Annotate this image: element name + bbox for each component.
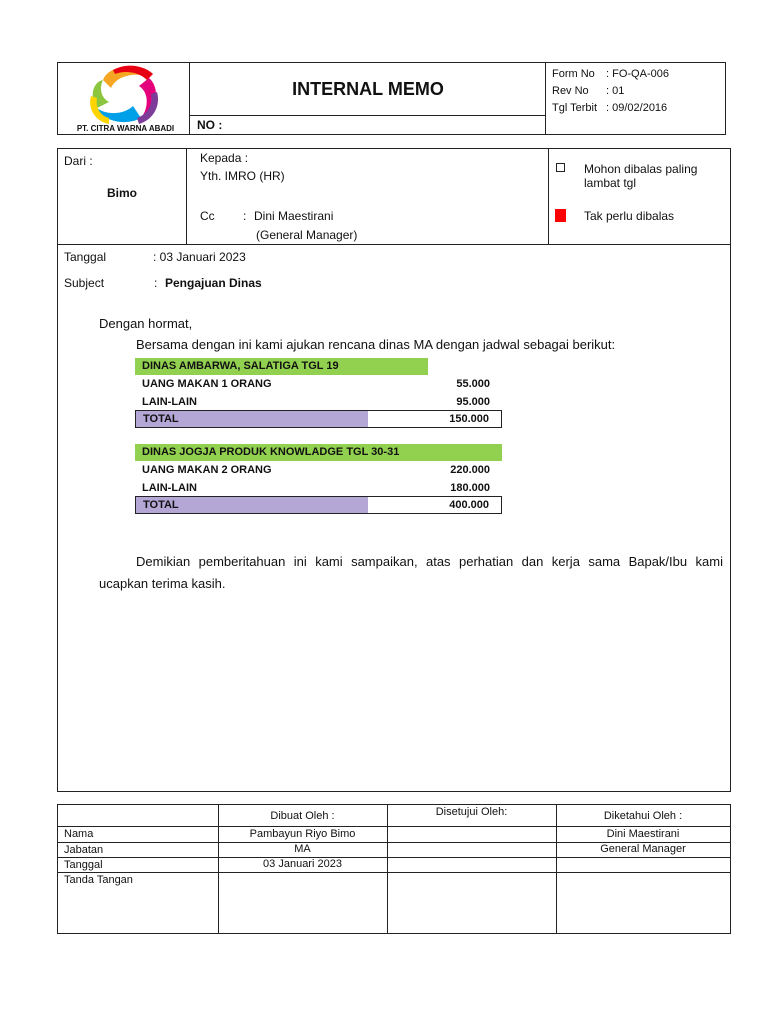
rev-no-label: Rev No [552,85,589,97]
col-header-disetujui: Disetujui Oleh: [435,806,508,818]
row-label: LAIN-LAIN [142,482,197,494]
row-label-tanggal: Tanggal [64,859,103,871]
col-header-dibuat: Dibuat Oleh : [270,810,335,822]
row-label-jabatan: Jabatan [64,844,104,856]
budget-table-title: DINAS AMBARWA, SALATIGA TGL 19 [135,358,428,375]
logo-cell [57,62,190,135]
divider [57,244,731,245]
tgl-terbit-value: : 09/02/2016 [606,102,668,114]
company-name: PT. CITRA WARNA ABADI [76,124,175,133]
intro-text: Bersama dengan ini kami ajukan rencana dinas MA dengan jadwal sebagai berikut: [136,337,616,352]
reply-checkbox-checked[interactable] [555,209,566,222]
budget-table-1 [135,358,502,428]
cc-label: Cc [200,209,215,223]
subject-label: Subject [64,276,105,290]
row-label: LAIN-LAIN [142,396,197,408]
total-label: TOTAL [143,413,179,425]
subject-value: Pengajuan Dinas [165,276,262,290]
to-label: Kepada : [200,151,249,165]
closing-line-1: Demikian pemberitahuan ini kami sampaikan, atas perhatian dan kerja sama Bapak/Ibu kami [136,554,723,569]
title-cell [190,62,546,116]
table-row [135,461,502,479]
divider [58,872,730,873]
reply-option-no-reply: Tak perlu dibalas [584,209,675,223]
row-value: 95.000 [456,396,490,408]
row-label: UANG MAKAN 2 ORANG [142,464,272,476]
total-row [135,496,502,514]
total-label: TOTAL [143,499,179,511]
table-row [135,479,502,497]
row-value: 55.000 [456,378,490,390]
diketahui-jabatan: General Manager [600,843,686,855]
budget-table-2 [135,444,502,514]
dibuat-jabatan: MA [294,843,311,855]
dibuat-nama: Pambayun Riyo Bimo [249,828,356,840]
cc-separator: : [243,209,247,223]
divider [556,805,557,933]
dibuat-tanggal: 03 Januari 2023 [263,858,342,870]
total-row [135,410,502,428]
from-name: Bimo [107,186,137,200]
diketahui-nama: Dini Maestirani [606,828,680,840]
cc-title: (General Manager) [256,228,358,242]
rev-no-value: : 01 [606,85,625,97]
cc-name: Dini Maestirani [254,209,334,223]
tgl-terbit-label: Tgl Terbit [552,102,598,114]
row-value: 180.000 [450,482,490,494]
col-header-diketahui: Diketahui Oleh : [603,810,683,822]
row-label: UANG MAKAN 1 ORANG [142,378,272,390]
memo-title: INTERNAL MEMO [292,79,444,99]
memo-number-label: NO : [197,118,223,132]
subject-separator: : [154,276,158,290]
date-label: Tanggal [64,250,107,264]
signature-table [57,804,731,934]
row-value: 220.000 [450,464,490,476]
table-row [135,393,502,411]
date-value: : 03 Januari 2023 [153,250,246,264]
to-recipient: Yth. IMRO (HR) [200,169,285,183]
divider [186,148,187,244]
row-label-nama: Nama [64,828,94,840]
form-no-label: Form No [552,68,595,80]
from-label: Dari : [64,154,93,168]
form-meta [546,62,726,135]
total-value: 400.000 [449,499,489,511]
total-value: 150.000 [449,413,489,425]
divider [58,826,730,827]
divider [58,857,730,858]
divider [548,148,549,244]
table-row [135,375,502,393]
closing-line-2: ucapkan terima kasih. [99,576,226,591]
greeting: Dengan hormat, [99,316,193,331]
reply-option-deadline: Mohon dibalas paling lambat tgl [584,162,698,190]
memo-number-cell [190,116,546,135]
reply-checkbox-unchecked[interactable] [556,163,565,172]
divider [387,805,388,933]
form-no-value: : FO-QA-006 [606,68,669,80]
row-label-ttd: Tanda Tangan [64,874,133,886]
budget-table-title: DINAS JOGJA PRODUK KNOWLADGE TGL 30-31 [135,444,502,461]
